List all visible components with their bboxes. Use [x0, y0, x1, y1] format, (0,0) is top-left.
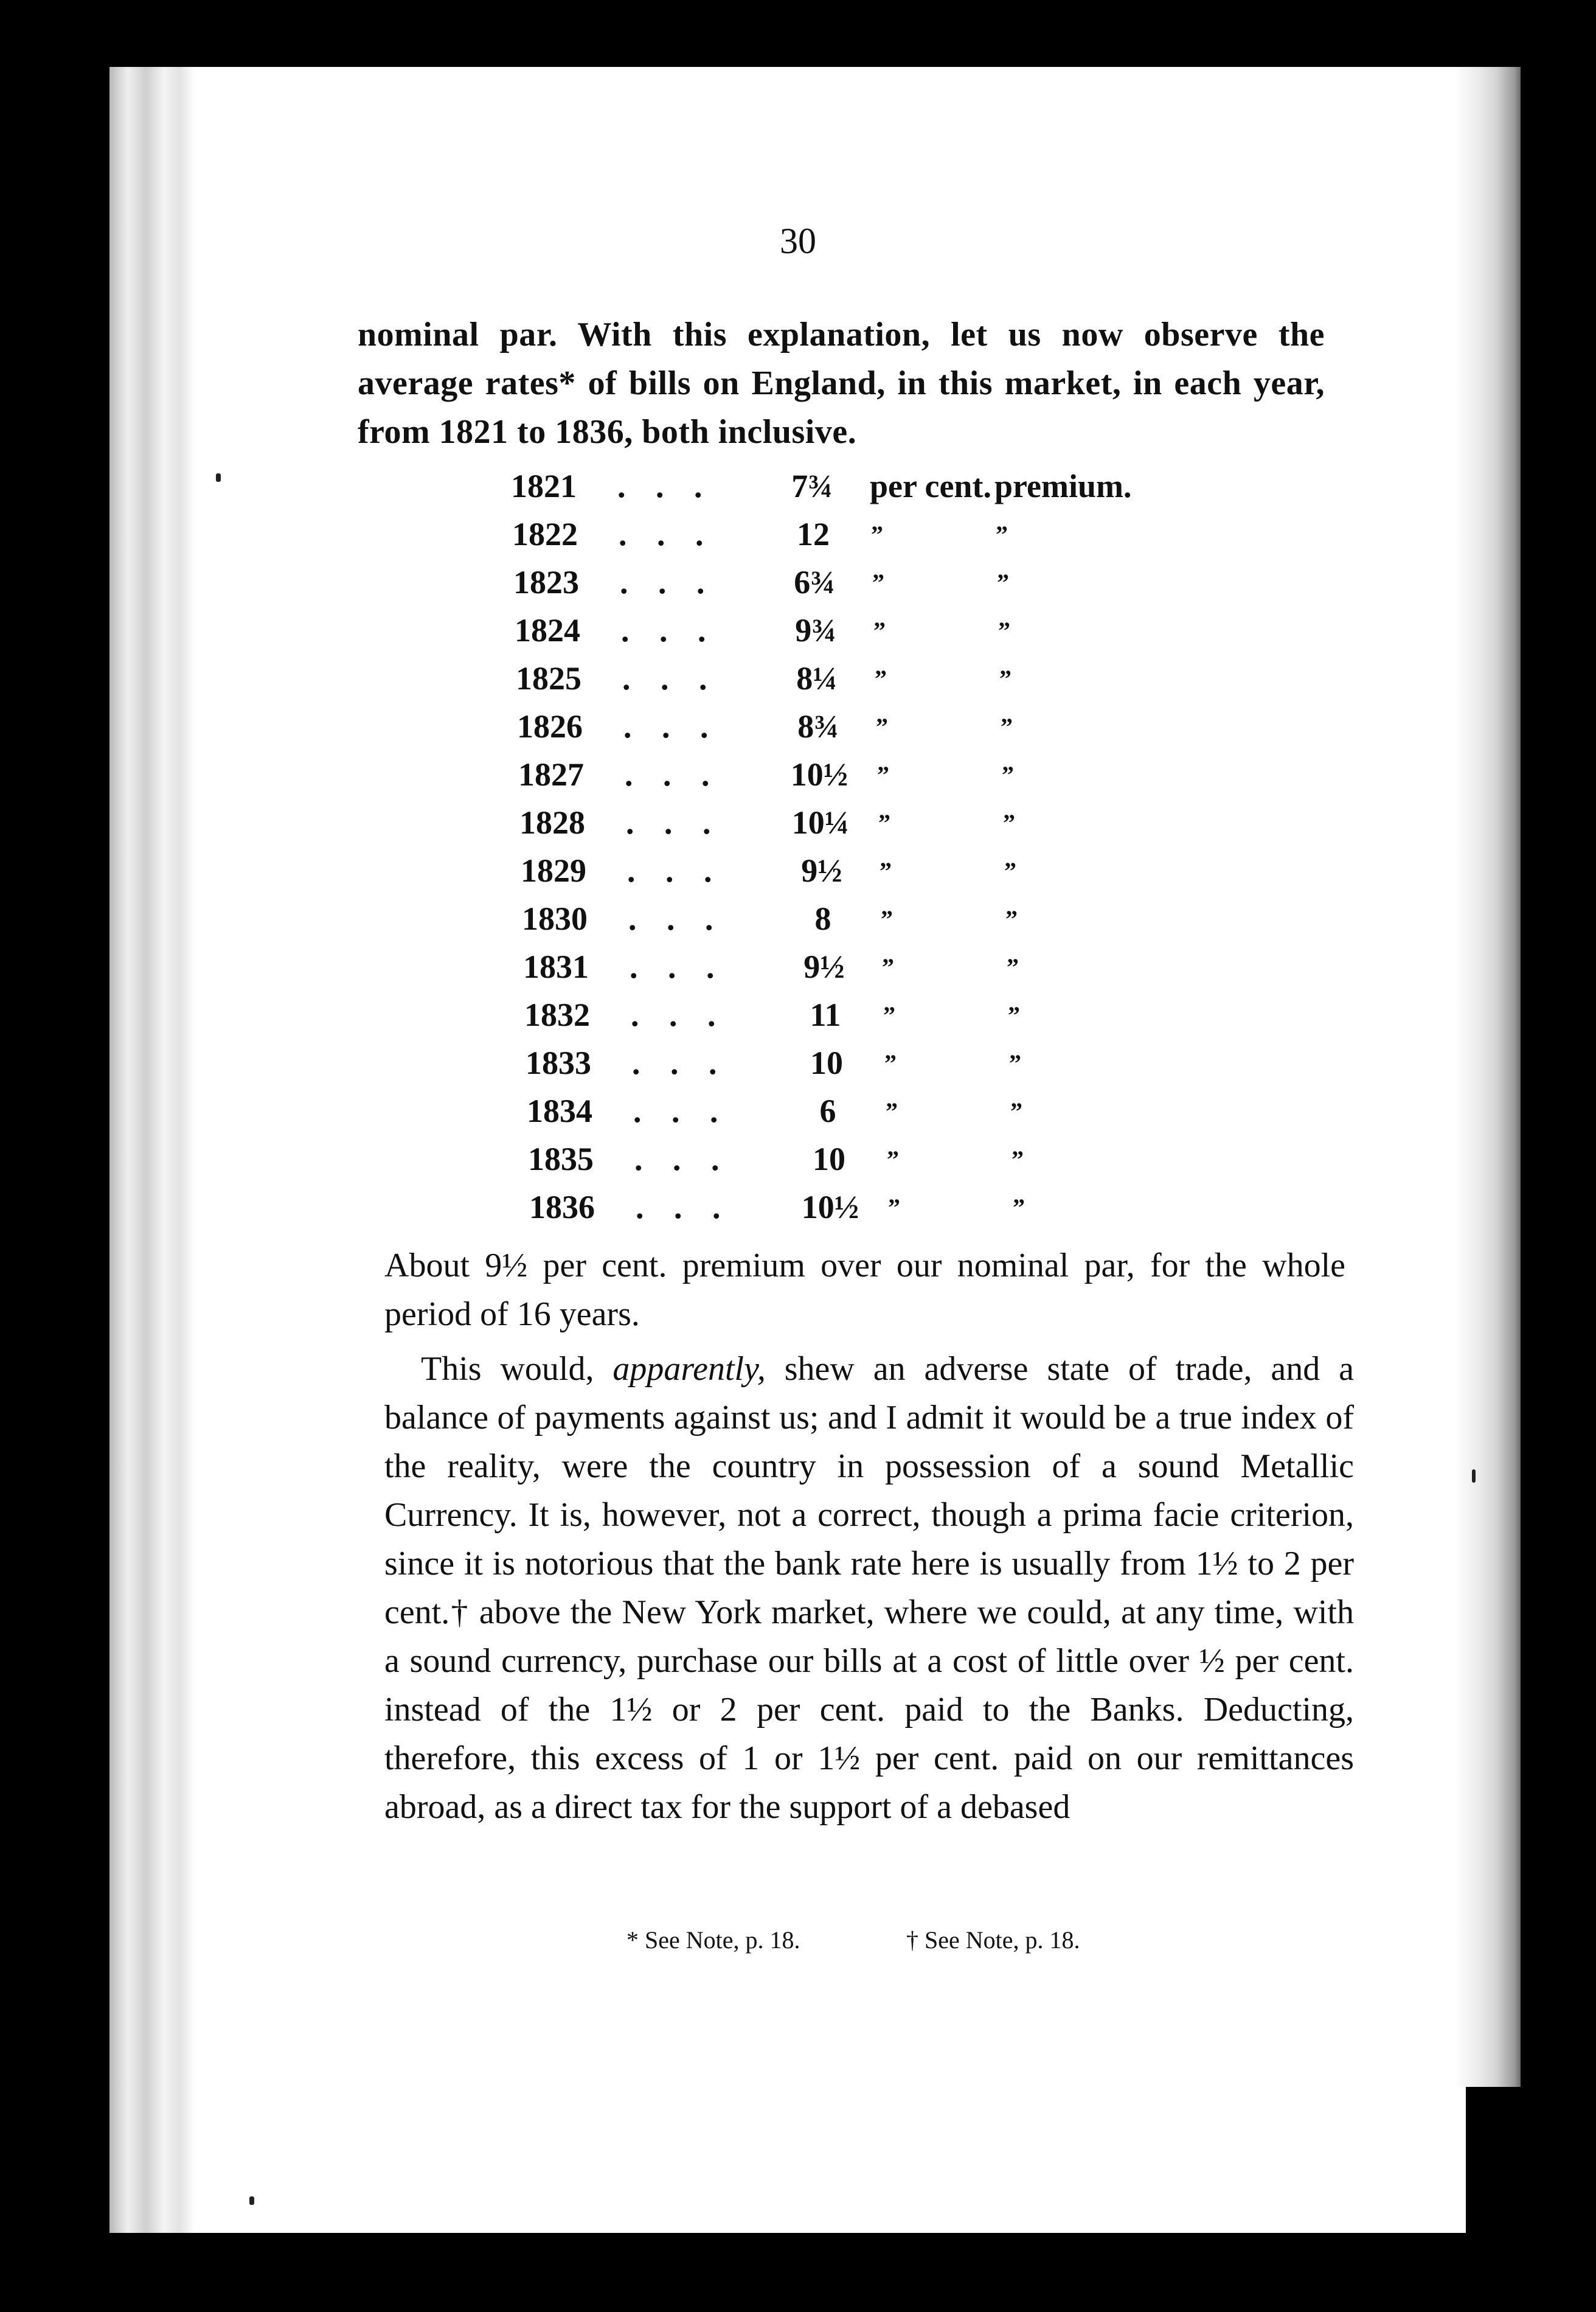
rate-kind: ” [998, 617, 1010, 644]
right-page-edge [1454, 67, 1521, 2087]
rate-year: 1825 [516, 660, 581, 697]
intro-paragraph: nominal par. With this explanation, let us now observe the average rates* of bills on England, in this market, in each year, from 1821 to 1836, both inclusive. [358, 316, 1325, 451]
rate-value: 8 [814, 900, 831, 937]
rate-value: 9½ [803, 949, 845, 985]
rate-leader-dots: . . . [619, 516, 715, 552]
rate-row [528, 1135, 1233, 1183]
rate-row [511, 462, 1216, 510]
rate-leader-dots: . . . [633, 1093, 729, 1129]
rate-unit: ” [877, 761, 889, 789]
rate-leader-dots: . . . [634, 1141, 730, 1177]
rate-row [529, 1183, 1235, 1231]
rate-leader-dots: . . . [630, 949, 726, 985]
exchange-rates-table [511, 462, 1216, 1231]
rate-value: 12 [797, 516, 830, 552]
rate-leader-dots: . . . [632, 1045, 728, 1081]
rate-row [523, 943, 1229, 991]
rate-year: 1822 [512, 516, 578, 552]
rate-value: 11 [810, 997, 841, 1033]
rate-unit: ” [878, 809, 890, 837]
rate-year: 1821 [511, 468, 577, 504]
rate-unit: ” [884, 1050, 897, 1077]
rate-kind: ” [1002, 761, 1014, 789]
rate-kind: ” [1008, 1001, 1020, 1029]
rate-leader-dots: . . . [625, 756, 721, 793]
rate-row [526, 1039, 1231, 1087]
rate-unit: ” [888, 1194, 900, 1221]
rate-kind: ” [1003, 809, 1015, 837]
rate-year: 1831 [523, 949, 589, 985]
rate-kind: ” [1013, 1194, 1025, 1221]
rate-value: 10½ [801, 1189, 859, 1225]
rate-kind: ” [996, 521, 1008, 548]
rate-year: 1824 [515, 612, 580, 649]
footnote-dagger: † See Note, p. 18. [906, 1926, 1080, 1954]
left-page-edge [109, 67, 195, 2233]
footnote-asterisk: * See Note, p. 18. [626, 1926, 800, 1954]
rate-unit: ” [887, 1146, 899, 1173]
body-text-italic: apparently, [612, 1350, 766, 1388]
rate-unit: per cent. [870, 468, 991, 504]
rate-kind: premium. [994, 468, 1132, 504]
scan-speck [249, 2196, 254, 2205]
rate-leader-dots: . . . [627, 852, 723, 889]
rate-value: 9¾ [795, 612, 836, 649]
rate-kind: ” [999, 665, 1011, 692]
rate-unit: ” [882, 953, 894, 981]
rate-year: 1836 [529, 1189, 595, 1225]
rate-unit: ” [871, 521, 883, 548]
rate-year: 1827 [518, 756, 584, 793]
rate-leader-dots: . . . [623, 708, 720, 745]
rate-leader-dots: . . . [622, 660, 718, 697]
rate-row [519, 799, 1225, 847]
rate-value: 10¼ [791, 804, 850, 841]
rate-value: 8¼ [796, 660, 838, 697]
rate-leader-dots: . . . [626, 804, 722, 841]
rate-row [517, 703, 1223, 751]
rate-value: 6¾ [794, 564, 835, 601]
body-paragraph [384, 1345, 1354, 1831]
rate-kind: ” [1011, 1146, 1024, 1173]
rate-kind: ” [997, 569, 1009, 596]
rate-unit: ” [875, 665, 887, 692]
rate-year: 1832 [524, 997, 590, 1033]
rate-row [512, 510, 1218, 559]
rate-value: 6 [819, 1093, 836, 1129]
rate-year: 1833 [526, 1045, 591, 1081]
rate-leader-dots: . . . [617, 468, 713, 504]
scan-speck [216, 473, 221, 482]
rate-leader-dots: . . . [628, 900, 724, 937]
rate-unit: ” [873, 617, 886, 644]
rate-year: 1830 [522, 900, 588, 937]
rate-kind: ” [1010, 1098, 1022, 1125]
rate-row [515, 607, 1220, 655]
rate-kind: ” [1004, 857, 1016, 885]
rate-year: 1835 [528, 1141, 594, 1177]
rate-row [518, 751, 1224, 799]
rate-value: 7¾ [791, 468, 833, 504]
rate-unit: ” [881, 905, 893, 933]
rate-leader-dots: . . . [620, 564, 716, 601]
rate-unit: ” [886, 1098, 898, 1125]
rate-row [521, 847, 1226, 895]
rate-row [522, 895, 1227, 943]
rate-value: 8¾ [797, 708, 839, 745]
rate-kind: ” [1001, 713, 1013, 740]
rate-row [524, 991, 1230, 1039]
scan-speck [1472, 1469, 1476, 1483]
rate-kind: ” [1005, 905, 1018, 933]
body-text-start: This would, [421, 1350, 613, 1388]
rate-year: 1828 [519, 804, 585, 841]
rate-value: 10 [813, 1141, 845, 1177]
rate-row [513, 559, 1219, 607]
rate-leader-dots: . . . [631, 997, 727, 1033]
rate-unit: ” [872, 569, 884, 596]
rate-year: 1829 [521, 852, 586, 889]
rate-unit: ” [876, 713, 888, 740]
rate-unit: ” [880, 857, 892, 885]
rate-row [527, 1087, 1232, 1135]
rate-value: 9½ [801, 852, 842, 889]
rate-row [516, 655, 1221, 703]
rate-kind: ” [1009, 1050, 1021, 1077]
summary-paragraph: About 9½ per cent. premium over our nominal par, for the whole period of 16 years. [384, 1247, 1345, 1333]
rate-value: 10½ [790, 756, 848, 793]
rate-year: 1826 [517, 708, 583, 745]
rate-leader-dots: . . . [621, 612, 717, 649]
body-text-rest: shew an adverse state of trade, and a balance of payments against us; and I admit it would be a true index of the reality, were the country in possession of a sound Metallic Currency. It is, however, not a correct, though a prima facie criterion, since it is notorious that the bank rate here is usually from 1½ to 2 per cent.† above the New York market, where we could, at any time, with a sound currency, purchase our bills at a cost of little over ½ per cent. instead of the 1½ or 2 per cent. paid to the Banks. Deducting, therefore, this excess of 1 or 1½ per cent. paid on our remittances abroad, as a direct tax for the support of a debased [384, 1350, 1354, 1826]
page-number: 30 [780, 221, 816, 261]
rate-year: 1834 [527, 1093, 592, 1129]
rate-value: 10 [810, 1045, 843, 1081]
rate-unit: ” [883, 1001, 895, 1029]
rate-leader-dots: . . . [636, 1189, 732, 1225]
rate-kind: ” [1007, 953, 1019, 981]
rate-year: 1823 [513, 564, 579, 601]
